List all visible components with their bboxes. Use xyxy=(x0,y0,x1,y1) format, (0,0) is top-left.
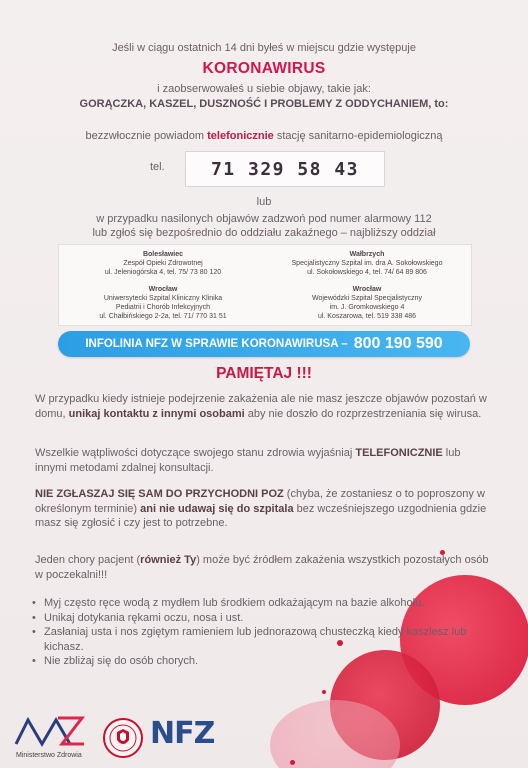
paragraph-no-clinic xyxy=(35,487,495,531)
hospital-name: Zespół Opieki Zdrowotnej xyxy=(123,260,203,267)
hospital-card xyxy=(267,285,467,321)
p4-b: również Ty xyxy=(140,554,197,566)
p2-c: lub innymi metodami zdalnej konsultacji. xyxy=(35,447,461,474)
hospital-address: ul. Chałbińskiego 2-2a, tel. 71/ 770 31 51 xyxy=(99,313,227,320)
symptoms-text: GORĄCZKA, KASZEL, DUSZNOŚĆ I PROBLEMY Z ODDYCHANIEM, to: xyxy=(79,98,449,110)
p2-b: TELEFONICZNIE xyxy=(355,447,443,459)
phone-number-box: 71 329 58 43 xyxy=(185,151,385,187)
advice-list xyxy=(30,596,500,669)
paragraph-phone-consult xyxy=(35,446,495,475)
phone-label: tel. xyxy=(150,161,165,173)
ministry-name: Ministerstwo Zdrowia xyxy=(16,752,82,759)
hospital-address: ul. Sokołowskiego 4, tel. 74/ 64 89 806 xyxy=(307,269,427,276)
hospital-name: Uniwersytecki Szpital Kliniczny Klinika xyxy=(103,295,223,302)
hospital-extra: im. J. Gromkowskiego 4 xyxy=(329,304,405,311)
hospital-name: Specjalistyczny Szpital im. dra A. Sokołowskiego xyxy=(291,260,443,267)
list-item: • Myj często ręce wodą z mydłem lub środkiem odkażającym na bazie alkoholu. xyxy=(30,596,500,611)
infoline-banner xyxy=(58,331,470,357)
p3-d: bez wcześniejszego uzgodnienia gdzie masz się zgłosić i czy jest to potrzebne. xyxy=(35,502,487,529)
hospital-extra: Pediatrii i Chorób Infekcyjnych xyxy=(115,304,211,311)
p3-a: NIE ZGŁASZAJ SIĘ SAM DO PRZYCHODNI POZ xyxy=(35,488,284,500)
emergency-line-2: lub zgłoś się bezpośrednio do oddziału zakaźnego – najbliższy oddział xyxy=(92,227,436,239)
hospital-list xyxy=(58,244,472,326)
p4-c: ) może być źródłem zakażenia wszystkich pozostałych osób w poczekalni!!! xyxy=(35,554,489,581)
sanepid-emblem-icon xyxy=(103,718,143,758)
hospital-city: Wałbrzych xyxy=(349,251,385,258)
footer-logos xyxy=(0,700,528,768)
infoline-label: INFOLINIA NFZ W SPRAWIE KORONAWIRUSA – xyxy=(85,338,348,350)
notify-emph: telefonicznie xyxy=(207,130,274,142)
nfz-logo: NFZ xyxy=(150,716,215,751)
hospital-address: ul. Jeleniogórska 4, tel. 75/ 73 80 120 xyxy=(104,269,222,276)
remember-heading: PAMIĘTAJ !!! xyxy=(216,365,312,382)
hospital-card xyxy=(267,250,467,277)
notify-text xyxy=(0,130,528,142)
p4-a: Jeden chory pacjent ( xyxy=(35,554,141,566)
hospital-name: Wojewódzki Szpital Specjalistyczny xyxy=(312,295,422,302)
hospital-address: ul. Koszarowa, tel. 519 338 486 xyxy=(317,313,417,320)
emergency-line-1: w przypadku nasilonych objawów zadzwoń pod numer alarmowy 112 xyxy=(96,213,432,225)
intro-text: Jeśli w ciągu ostatnich 14 dni byłeś w miejscu gdzie występuje xyxy=(112,42,416,54)
p3-c: ani nie udawaj się do szpitala xyxy=(140,502,294,515)
paragraph-stay-home xyxy=(35,392,495,421)
hospital-card xyxy=(63,285,263,321)
or-text: lub xyxy=(256,196,272,208)
infoline-number: 800 190 590 xyxy=(353,335,443,352)
title-koronawirus: KORONAWIRUS xyxy=(202,60,326,77)
list-item: • Unikaj dotykania rękami oczu, nosa i ust. xyxy=(30,611,500,626)
p1-c: aby nie doszło do rozprzestrzeniania się wirusa. xyxy=(244,407,482,420)
list-item: • Nie zbliżaj się do osób chorych. xyxy=(30,654,500,669)
hospital-city: Bolesławiec xyxy=(142,251,184,258)
p1-b: unikaj kontaktu z innymi osobami xyxy=(68,407,245,420)
hospital-card xyxy=(63,250,263,277)
p2-a: Wszelkie wątpliwości dotyczące swojego stanu zdrowia wyjaśniaj xyxy=(35,447,356,459)
hospital-city: Wrocław xyxy=(148,286,178,293)
list-item: • Zasłaniaj usta i nos zgiętym ramieniem lub jednorazową chusteczką kiedy kaszlesz lub kichasz. xyxy=(30,625,500,654)
emergency-text xyxy=(0,212,528,240)
hospital-city: Wrocław xyxy=(352,286,382,293)
paragraph-waiting-room xyxy=(35,553,495,582)
p1-a: W przypadku kiedy istnieje podejrzenie zakażenia ale nie masz jeszcze objawów pozostań w domu, xyxy=(35,393,487,420)
notify-after: stację sanitarno-epidemiologiczną xyxy=(273,130,443,142)
observed-text: i zaobserwowałeś u siebie objawy, takie jak: xyxy=(157,83,371,95)
p3-b: (chyba, że zostaniesz o to poproszony w określonym terminie) xyxy=(35,488,485,515)
ministry-logo-icon xyxy=(14,714,86,748)
virus-dot xyxy=(322,690,326,694)
notify-before: bezzwłocznie powiadom xyxy=(85,130,208,142)
